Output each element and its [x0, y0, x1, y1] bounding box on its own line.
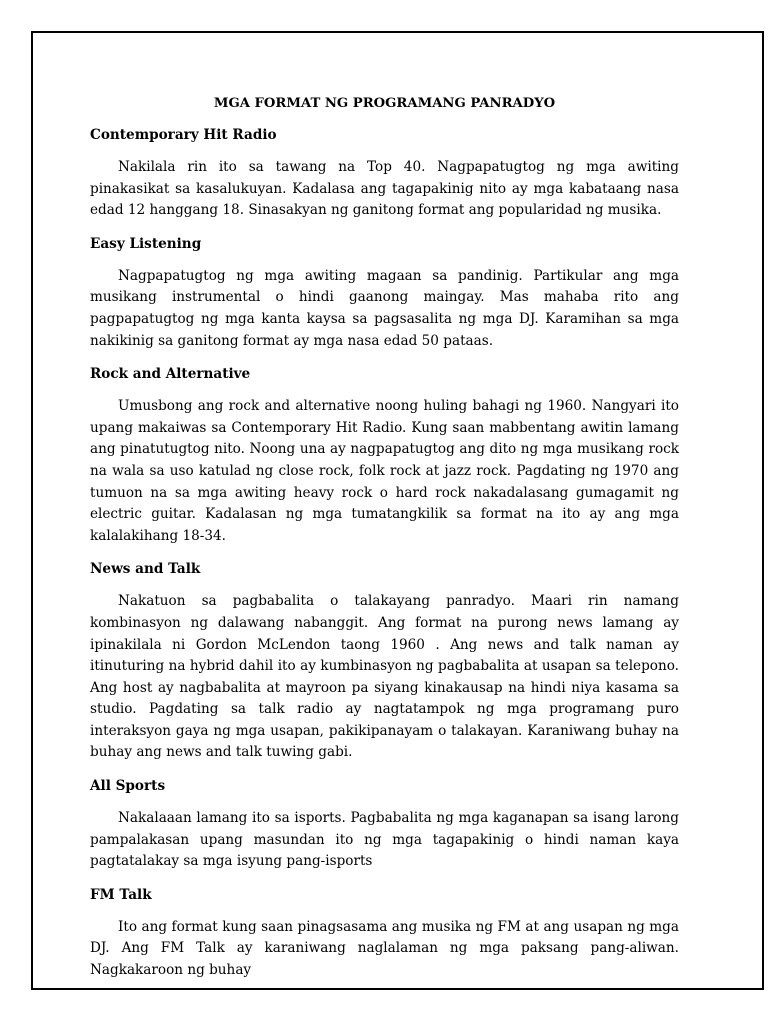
- section-heading: Rock and Alternative: [90, 366, 251, 383]
- section-paragraph: Ito ang format kung saan pinagsasama ang musika ng FM at ang usapan ng mga DJ. Ang FM Talk ay karaniwang naglalaman ng mga paksang pang-aliwan. Nagkakaroon ng buhay: [90, 918, 679, 979]
- section-all-sports: [90, 776, 679, 873]
- document-content: [90, 93, 679, 982]
- section-news-and-talk: [90, 559, 679, 764]
- section-paragraph: Umusbong ang rock and alternative noong huling bahagi ng 1960. Nangyari ito upang makaiwas sa Contemporary Hit Radio. Kung saan mabbentang awitin lamang ang pinatutugtog nito. Noong una ay nagpapatugtog ang dito ng mga musikang rock na wala sa uso katulad ng close rock, folk rock at jazz rock. Pagdating ng 1970 ang tumuon na sa mga awiting heavy rock o hard rock nakadalasang gumagamit ng electric guitar. Kadalasan ng mga tumatangkilik sa format na ito ay ang mga kalalakihang 18-34.: [90, 398, 679, 544]
- section-rock-and-alternative: [90, 364, 679, 547]
- section-heading: News and Talk: [90, 561, 201, 578]
- section-heading: Easy Listening: [90, 235, 202, 252]
- document-title: MGA FORMAT NG PROGRAMANG PANRADYO: [213, 96, 556, 111]
- section-heading: FM Talk: [90, 886, 152, 903]
- document-page: [31, 31, 764, 990]
- section-contemporary-hit-radio: [90, 125, 679, 222]
- section-paragraph: Nakatuon sa pagbabalita o talakayang panradyo. Maari rin namang kombinasyon ng dalawang nabanggit. Ang format na purong news lamang ay ipinakilala ni Gordon McLendon taong 1960 . Ang news and talk naman ay itinuturing na hybrid dahil ito ay kumbinasyon ng pagbabalita at usapan sa telepono. Ang host ay nagbabalita at mayroon pa siyang kinakausap na hindi niya kasama sa studio. Pagdating sa talk radio ay nagtatampok ng mga programang puro interaksyon gaya ng mga usapan, pakikipanayam o talakayan. Karaniwang buhay na buhay ang news and talk tuwing gabi.: [90, 593, 679, 761]
- section-heading: All Sports: [90, 778, 166, 795]
- section-heading: Contemporary Hit Radio: [90, 127, 277, 143]
- section-fm-talk: [90, 885, 679, 982]
- section-paragraph: Nakilala rin ito sa tawang na Top 40. Nagpapatugtog ng mga awiting pinakasikat sa kasalukuyan. Kadalasa ang tagapakinig nito ay mga kabataang nasa edad 12 hanggang 18. Sinasakyan ng ganitong format ang popularidad ng musika.: [90, 159, 679, 219]
- section-paragraph: Nakalaaan lamang ito sa isports. Pagbabalita ng mga kaganapan sa isang larong pampalakasan upang masundan ito ng mga tagapakinig o hindi naman kaya pagtatalakay sa mga isyung pang-isports: [90, 810, 679, 870]
- section-paragraph: Nagpapatugtog ng mga awiting magaan sa pandinig. Partikular ang mga musikang instrumental o hindi gaanong maingay. Mas mahaba rito ang pagpapatugtog ng mga kanta kaysa sa pagsasalita ng mga DJ. Karamihan sa mga nakikinig sa ganitong format ay mga nasa edad 50 pataas.: [90, 267, 679, 349]
- section-easy-listening: [90, 234, 679, 352]
